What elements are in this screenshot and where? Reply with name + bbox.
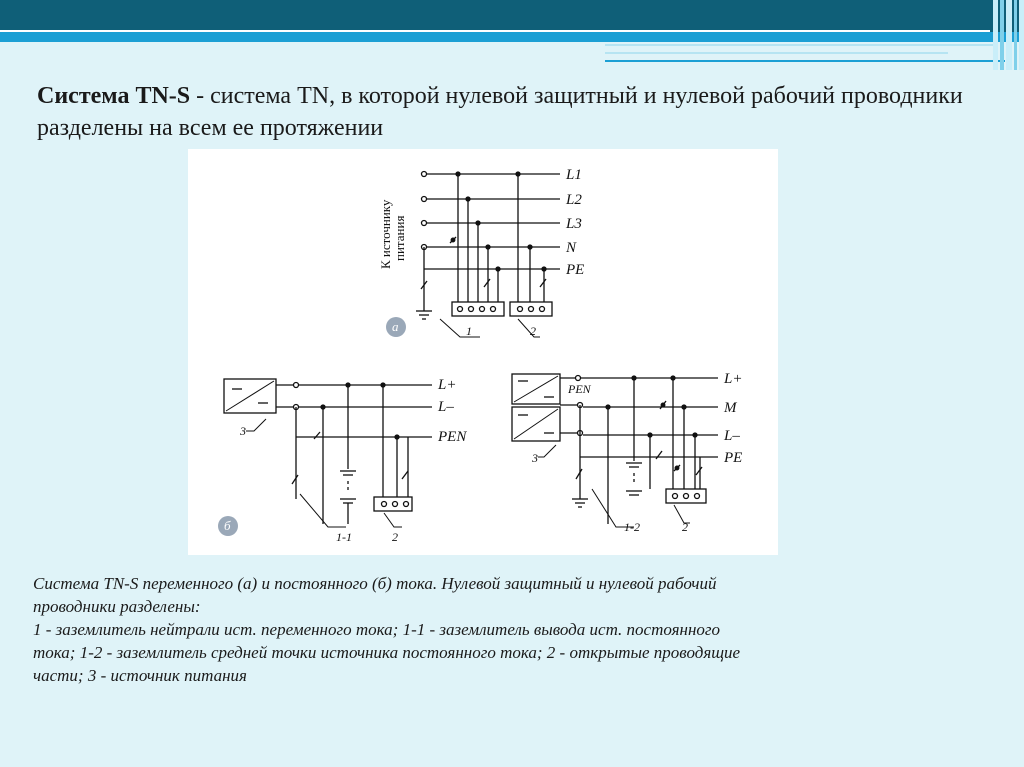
junction xyxy=(693,433,697,437)
callout-label-1: 1 xyxy=(466,324,472,338)
terminal xyxy=(491,307,496,312)
header-decor-line xyxy=(605,52,948,54)
callout-leader xyxy=(384,513,402,527)
line-label-l3: L3 xyxy=(566,216,582,232)
terminal xyxy=(518,307,523,312)
diagram-b-left xyxy=(218,377,467,544)
corner-stripe xyxy=(1000,0,1004,70)
terminal xyxy=(673,494,678,499)
junction xyxy=(632,376,636,380)
terminal xyxy=(469,307,474,312)
terminal xyxy=(404,502,409,507)
tn-s-diagram xyxy=(188,149,778,555)
slide-title-rest: - система TN, в которой нулевой защитный и нулевой рабочий проводники разделены на всем ее протяжении xyxy=(37,83,963,141)
line-label-m: M xyxy=(724,400,737,416)
callout-leader xyxy=(518,319,540,337)
junction xyxy=(476,221,480,225)
junction xyxy=(661,403,665,407)
tick-mark xyxy=(402,471,408,479)
diagram-a xyxy=(378,167,584,338)
caption-line: Система TN-S переменного (а) и постоянного (б) тока. Нулевой защитный и нулевой рабочий xyxy=(33,574,717,593)
terminal xyxy=(422,172,427,177)
caption-line: 1 - заземлитель нейтрали ист. переменного тока; 1-1 - заземлитель вывода ист. постоянного xyxy=(33,620,721,639)
junction xyxy=(675,466,679,470)
junction xyxy=(542,267,546,271)
header-decor-line xyxy=(605,44,995,46)
tick-mark xyxy=(292,475,298,484)
callout-label-2: 2 xyxy=(682,520,688,534)
terminal xyxy=(294,383,299,388)
terminal xyxy=(540,307,545,312)
caption-line: части; 3 - источник питания xyxy=(33,666,247,685)
header-divider xyxy=(0,30,990,32)
line-label-l1: L1 xyxy=(566,167,582,183)
junction xyxy=(466,197,470,201)
tick-mark xyxy=(696,467,702,475)
junction xyxy=(395,435,399,439)
tick-mark xyxy=(314,432,320,439)
callout-label-2: 2 xyxy=(392,530,398,544)
terminal xyxy=(576,376,581,381)
callout-label-2: 2 xyxy=(530,324,536,338)
line-label-l-minus: L– xyxy=(724,428,740,444)
source-label-3: 3 xyxy=(532,451,538,465)
callout-leader xyxy=(538,445,556,457)
junction xyxy=(456,172,460,176)
pen-label: PEN xyxy=(568,382,591,396)
caption-line: проводники разделены: xyxy=(33,597,201,616)
junction xyxy=(451,238,455,242)
junction xyxy=(321,405,325,409)
source-label-1: К источнику xyxy=(378,199,393,269)
junction xyxy=(671,376,675,380)
source-label-2: питания xyxy=(392,215,407,261)
callout-leader xyxy=(440,319,480,337)
slide-title-bold: Система TN-S xyxy=(37,83,191,109)
slide-title xyxy=(37,80,997,144)
callout-leader xyxy=(246,419,266,431)
badge-a-label: а xyxy=(392,319,399,334)
junction xyxy=(381,383,385,387)
line-label-n: N xyxy=(566,240,577,256)
line-label-pe: PE xyxy=(566,262,585,278)
source-label-3: 3 xyxy=(240,424,246,438)
terminal xyxy=(529,307,534,312)
corner-stripe xyxy=(1006,0,1012,70)
corner-stripe xyxy=(993,0,998,70)
junction xyxy=(516,172,520,176)
badge-b-label: б xyxy=(224,518,231,533)
junction xyxy=(528,245,532,249)
junction xyxy=(346,383,350,387)
junction xyxy=(606,405,610,409)
header-decor-line xyxy=(605,60,1005,62)
junction xyxy=(496,267,500,271)
junction xyxy=(648,433,652,437)
terminal xyxy=(480,307,485,312)
line-label-pe: PE xyxy=(724,450,743,466)
tick-mark xyxy=(484,279,490,287)
header-bar xyxy=(0,0,1024,32)
line-label-pen: PEN xyxy=(438,429,467,445)
terminal xyxy=(422,197,427,202)
terminal xyxy=(684,494,689,499)
diagram-svg xyxy=(188,149,778,555)
caption-line: тока; 1-2 - заземлитель средней точки источника постоянного тока; 2 - открытые проводящие xyxy=(33,643,741,662)
callout-label-1-2: 1-2 xyxy=(624,520,640,534)
figure-caption xyxy=(33,572,993,687)
corner-stripe xyxy=(1019,0,1024,70)
terminal xyxy=(393,502,398,507)
line-label-l2: L2 xyxy=(566,192,582,208)
terminal xyxy=(422,221,427,226)
header-accent-bar xyxy=(0,32,1024,42)
terminal xyxy=(458,307,463,312)
junction xyxy=(486,245,490,249)
line-label-l-plus: L+ xyxy=(438,377,457,393)
tick-mark xyxy=(540,279,546,287)
callout-label-1-1: 1-1 xyxy=(336,530,352,544)
terminal xyxy=(382,502,387,507)
line-label-l-minus: L– xyxy=(438,399,454,415)
corner-stripe xyxy=(1014,0,1017,70)
tick-mark xyxy=(576,469,582,479)
line-label-l-plus: L+ xyxy=(724,371,743,387)
diagram-b-right xyxy=(512,371,742,534)
terminal xyxy=(695,494,700,499)
tick-mark xyxy=(656,451,662,459)
junction xyxy=(682,405,686,409)
